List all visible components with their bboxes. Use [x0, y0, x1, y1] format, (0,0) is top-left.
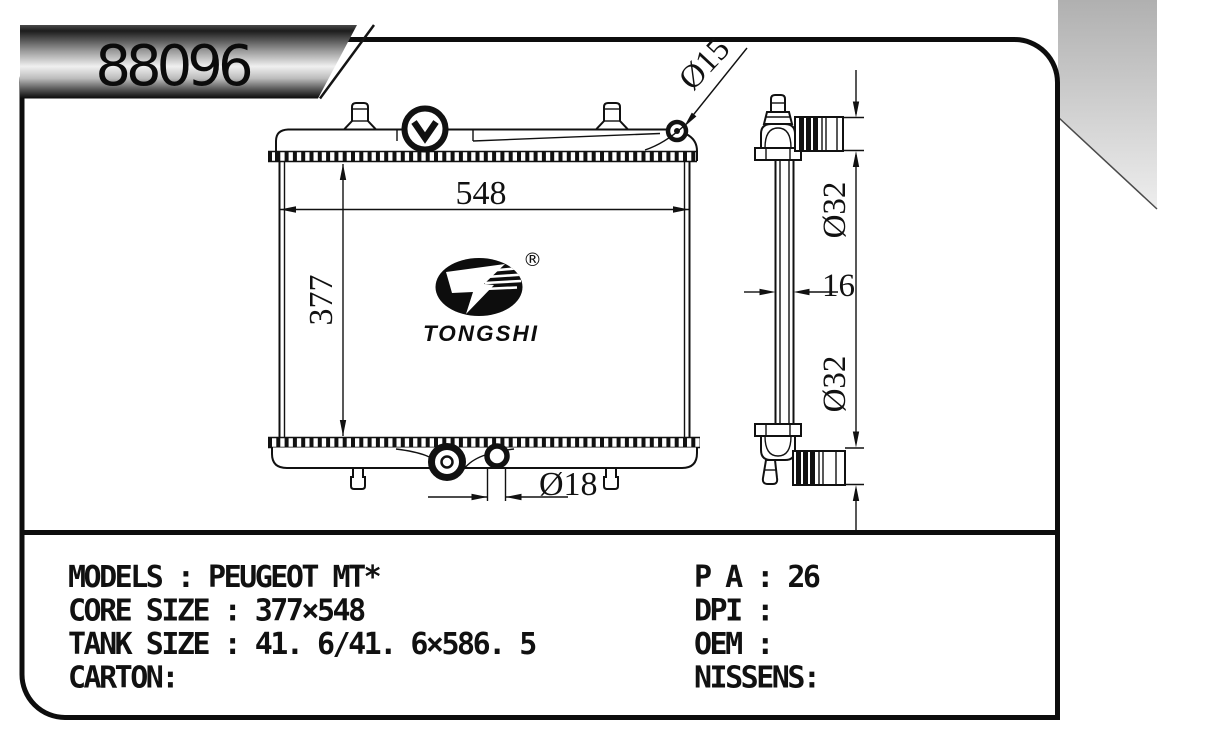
spec-tank-size: TANK SIZE : 41. 6/41. 6×586. 5 [68, 627, 535, 662]
outlet-18 [487, 446, 507, 466]
spec-dpi: DPI : [694, 593, 772, 629]
spec-models: MODELS : PEUGEOT MT* [68, 560, 380, 595]
top-hose-fitting [795, 117, 843, 151]
dim-o15-label: Ø15 [672, 31, 738, 98]
filler-cap [405, 109, 446, 150]
dimension-bottom-outlet [817, 356, 864, 530]
bottom-hose-fitting [793, 451, 845, 485]
dim-o32-bottom-label: Ø32 [817, 355, 853, 413]
dim-o18-label: Ø18 [539, 466, 598, 503]
spec-table [68, 560, 820, 696]
bottom-pin-right [604, 468, 618, 489]
spec-core-size: CORE SIZE : 377×548 [68, 593, 364, 629]
registered-trademark-icon: ® [523, 249, 542, 271]
dim-548-label: 548 [455, 175, 507, 212]
dim-16-label: 16 [822, 268, 855, 304]
dim-o32-top-label: Ø32 [817, 181, 853, 239]
top-pin-left [344, 103, 376, 130]
dimension-core-height [303, 164, 346, 436]
spec-nissens: NISSENS: [694, 660, 819, 696]
dim-377-label: 377 [303, 274, 340, 326]
core-bottom-serration [268, 438, 700, 448]
part-number-badge [20, 25, 374, 99]
dimension-core-thickness [744, 268, 855, 304]
drain-plug [432, 447, 463, 478]
brand-logo [423, 249, 542, 346]
dimension-core-width [280, 175, 689, 213]
spec-carton: CARTON: [68, 660, 177, 696]
bottom-pin-left [351, 468, 365, 489]
side-core [776, 158, 794, 426]
brand-name: TONGSHI [422, 321, 540, 346]
top-pin-right [596, 103, 628, 130]
spec-oem: OEM : [694, 627, 772, 662]
part-number: 88096 [95, 34, 249, 99]
page-corner-fold [1058, 0, 1157, 209]
spec-pa: P A : 26 [694, 560, 819, 595]
